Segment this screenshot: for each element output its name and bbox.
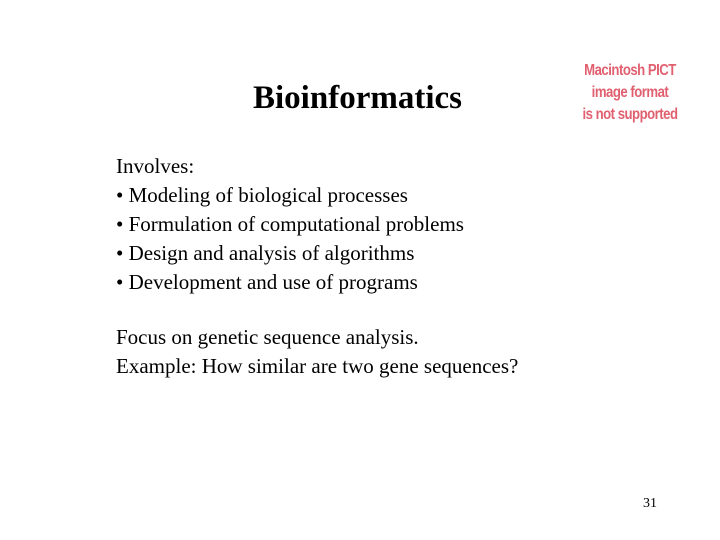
- focus-line: Focus on genetic sequence analysis.: [116, 325, 419, 349]
- slide-title: Bioinformatics: [253, 80, 462, 116]
- placeholder-line: image format: [591, 84, 669, 101]
- example-line: Example: How similar are two gene sequences?: [116, 354, 519, 378]
- bullet-item: • Development and use of programs: [116, 270, 418, 294]
- involves-list: [116, 152, 464, 297]
- bullet-item: • Modeling of biological processes: [116, 183, 408, 207]
- intro-text: Involves:: [116, 154, 195, 178]
- placeholder-line: Macintosh PICT: [584, 62, 676, 79]
- focus-paragraph: [116, 323, 518, 381]
- bullet-item: • Formulation of computational problems: [116, 212, 464, 236]
- placeholder-line: is not supported: [582, 106, 678, 123]
- unsupported-image-placeholder: [581, 60, 680, 126]
- bullet-item: • Design and analysis of algorithms: [116, 241, 415, 265]
- page-number: 31: [643, 496, 657, 511]
